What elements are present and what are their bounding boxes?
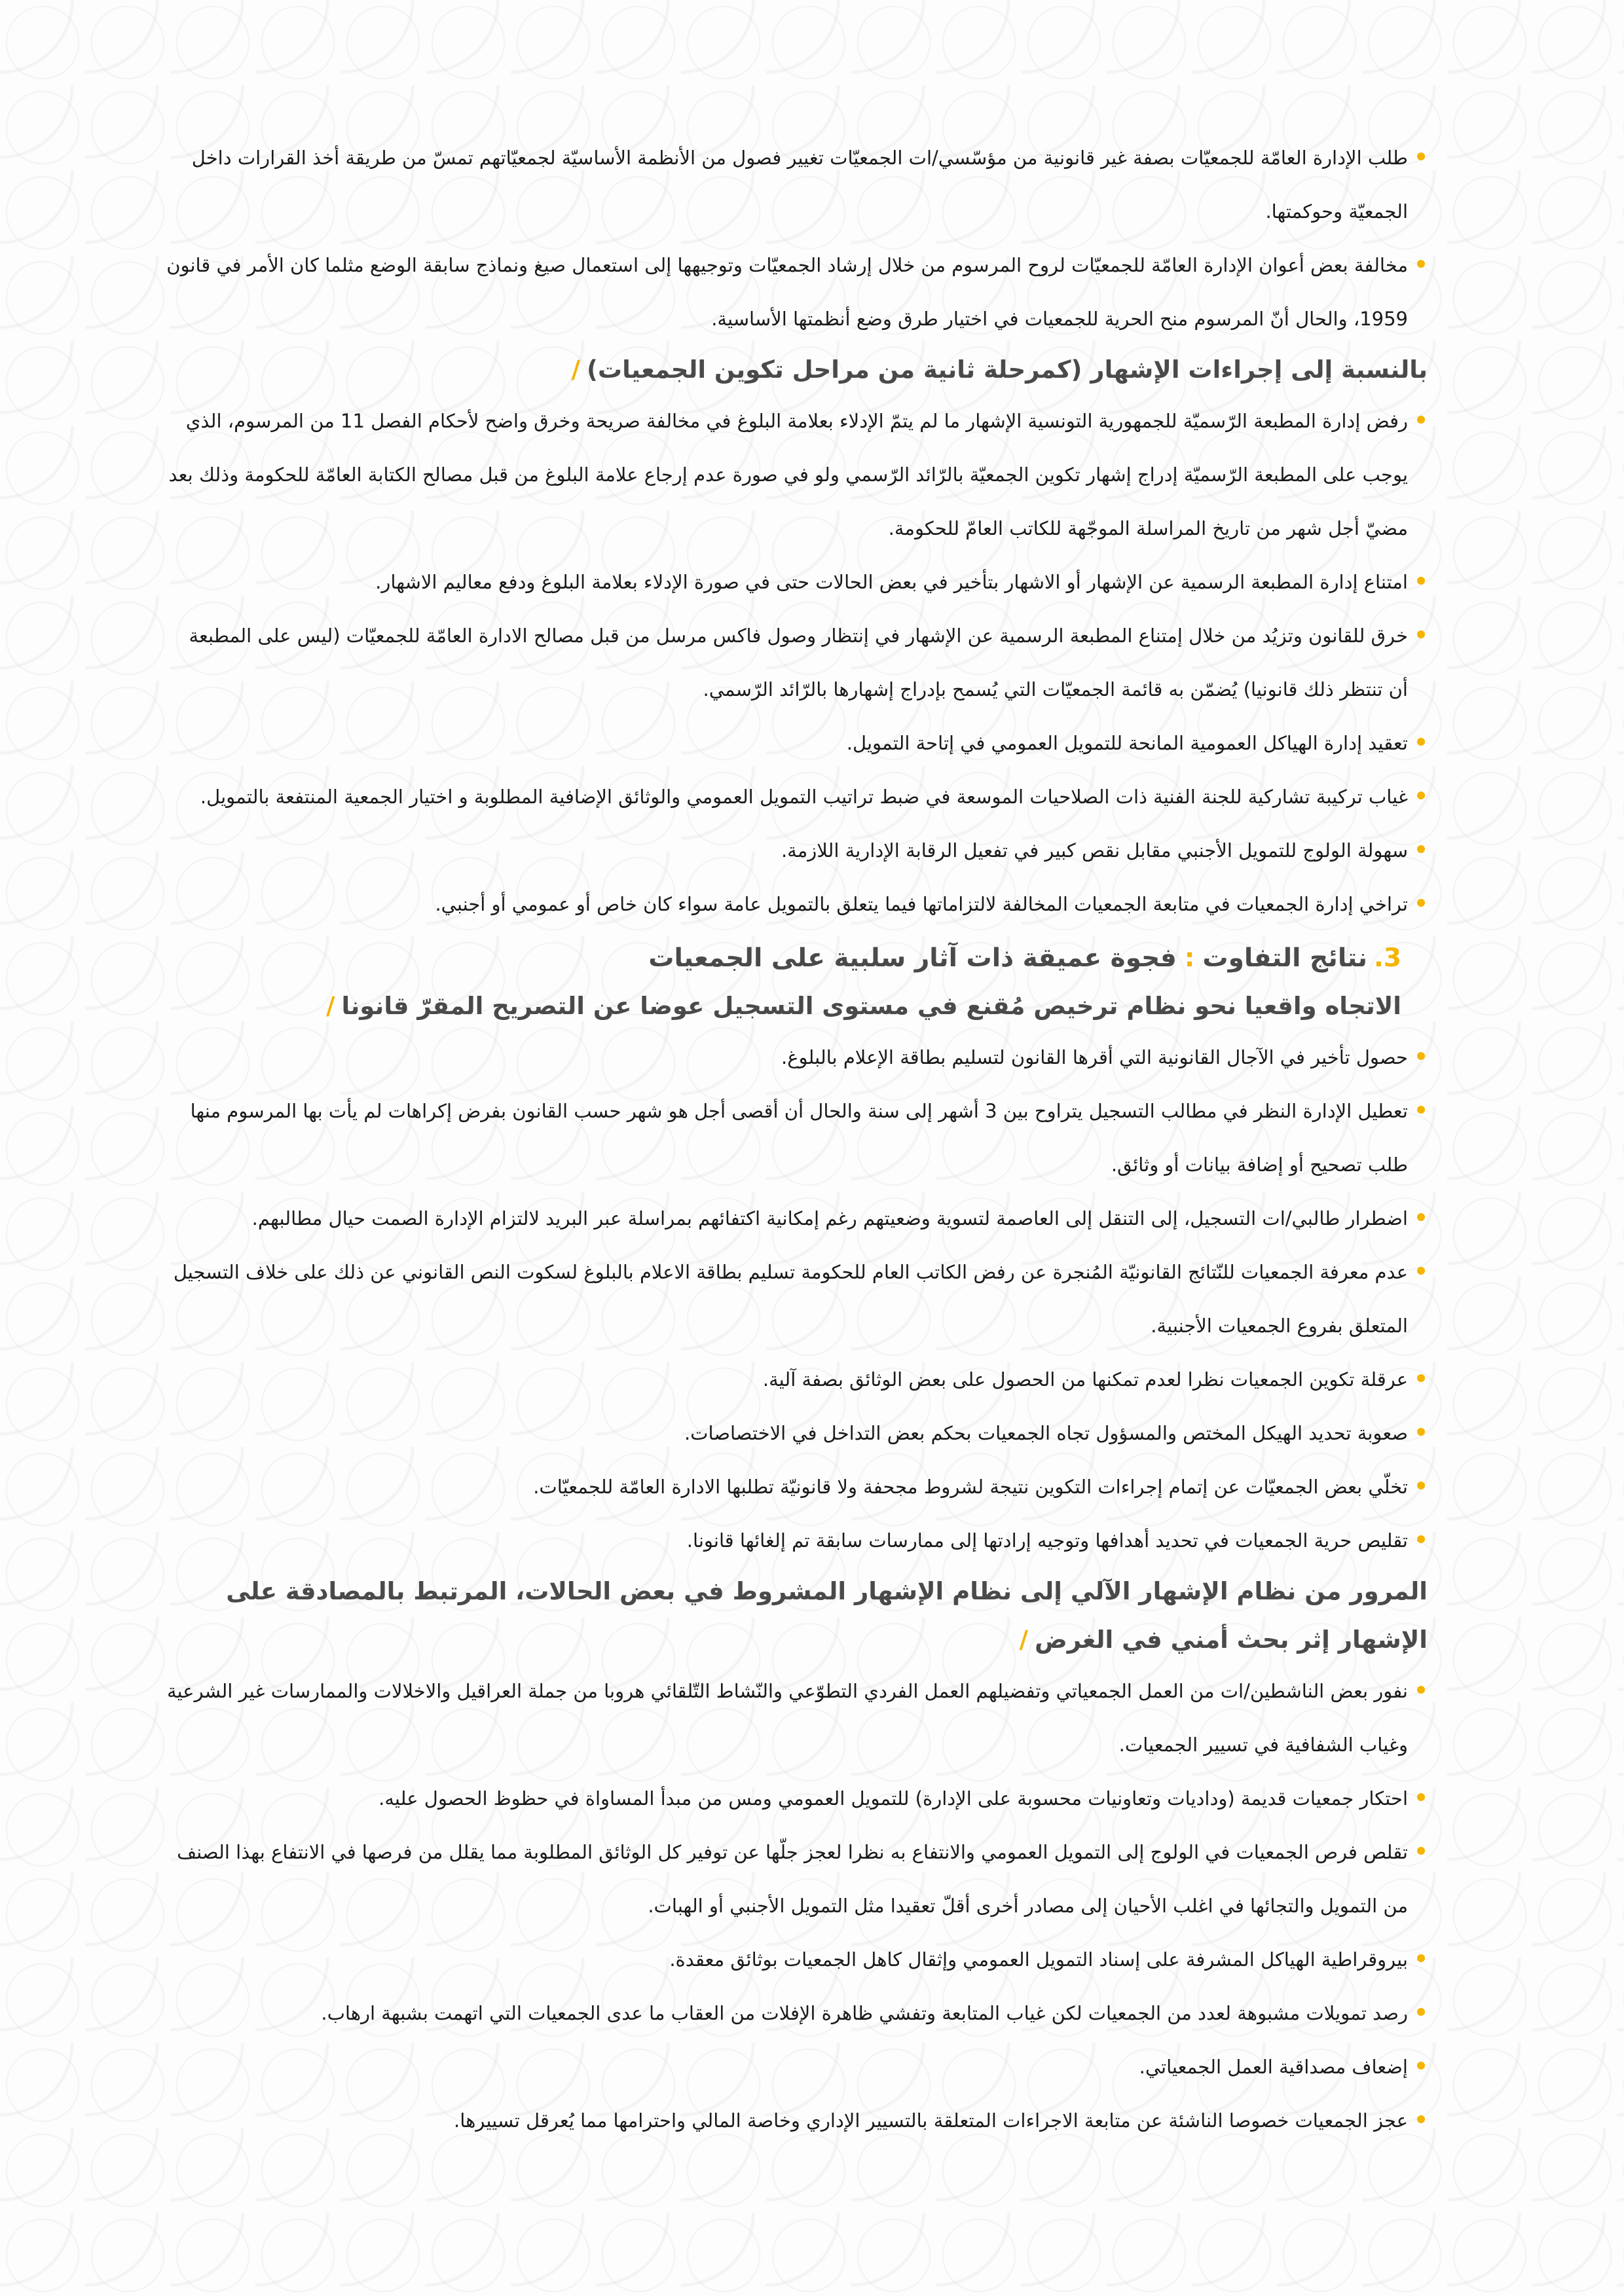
list-publication-issues — [164, 394, 1428, 931]
list-item: سهولة الولوج للتمويل الأجنبي مقابل نقص كبير في تفعيل الرقابة الإدارية اللازمة. — [164, 824, 1428, 877]
heading-text: بالنسبة إلى إجراءات الإشهار (كمرحلة ثانية من مراحل تكوين الجمعيات) — [587, 355, 1428, 384]
section-subtitle: فجوة عميقة ذات آثار سلبية على الجمعيات — [648, 943, 1177, 973]
list-item: امتناع إدارة المطبعة الرسمية عن الإشهار أو الاشهار بتأخير في بعض الحالات حتى في صورة الإدلاء بعلامة البلوغ ودفع معاليم الاشهار. — [164, 555, 1428, 609]
list-licensing-issues — [164, 1030, 1428, 1567]
list-item: عدم معرفة الجمعيات للنّتائج القانونيّة المُنجرة عن رفض الكاتب العام للحكومة تسليم بطاقة الاعلام بالبلوغ لسكوت النص القانوني عن ذلك على خلاف التسجيل المتعلق بفروع الجمعيات الأجنبية. — [164, 1245, 1428, 1353]
heading-text: الاتجاه واقعيا نحو نظام ترخيص مُقنع في مستوى التسجيل عوضا عن التصريح المقرّ قانونا — [341, 992, 1401, 1020]
list-item: عرقلة تكوين الجمعيات نظرا لعدم تمكنها من الحصول على بعض الوثائق بصفة آلية. — [164, 1353, 1428, 1406]
list-item: طلب الإدارة العامّة للجمعيّات بصفة غير قانونية من مؤسّسي/ات الجمعيّات تغيير فصول من الأنظمة الأساسيّة لجمعيّاتهم تمسّ من طريقة أخذ القرارات داخل الجمعيّة وحوكمتها. — [164, 131, 1428, 238]
list-item: صعوبة تحديد الهيكل المختص والمسؤول تجاه الجمعيات بحكم بعض التداخل في الاختصاصات. — [164, 1406, 1428, 1460]
section-number: 3. — [1374, 943, 1401, 973]
list-item: خرق للقانون وتزيُد من خلال إمتناع المطبعة الرسمية عن الإشهار في إنتظار وصول فاكس مرسل من قبل مصالح الادارة العامّة للجمعيّات (ليس على المطبعة أن تنتظر ذلك قانونيا) يُضمّن به قائمة الجمعيّات التي يُسمح بإدراج إشهارها بالرّائد الرّسمي. — [164, 609, 1428, 716]
heading-publication-procedures — [164, 346, 1428, 394]
heading-publication-transition — [164, 1567, 1428, 1664]
heading-slash: / — [325, 992, 335, 1020]
section-title: نتائج التفاوت — [1202, 943, 1368, 973]
list-item: تعقيد إدارة الهياكل العمومية المانحة للتمويل العمومي في إتاحة التمويل. — [164, 716, 1428, 770]
list-item: غياب تركيبة تشاركية للجنة الفنية ذات الصلاحيات الموسعة في ضبط تراتيب التمويل العمومي والوثائق الإضافية المطلوبة و اختيار الجمعية المنتفعة بالتمويل. — [164, 770, 1428, 824]
section-3-heading — [164, 935, 1428, 982]
list-item: حصول تأخير في الآجال القانونية التي أقرها القانون لتسليم بطاقة الإعلام بالبلوغ. — [164, 1030, 1428, 1084]
heading-slash: / — [1019, 1626, 1028, 1654]
list-transition-issues — [164, 1664, 1428, 2147]
list-item: مخالفة بعض أعوان الإدارة العامّة للجمعيّات لروح المرسوم من خلال إرشاد الجمعيّات وتوجيهها إلى استعمال صيغ ونماذج سابقة الوضع مثلما كان الأمر في قانون 1959، والحال أنّ المرسوم منح الحرية للجمعيات في اختيار طرق وضع أنظمتها الأساسية. — [164, 238, 1428, 346]
list-registration-issues — [164, 131, 1428, 346]
list-item: نفور بعض الناشطين/ات من العمل الجمعياتي وتفضيلهم العمل الفردي التطوّعي والنّشاط التّلقائي هروبا من جملة العراقيل والاخلالات والممارسات غير الشرعية وغياب الشفافية في تسيير الجمعيات. — [164, 1664, 1428, 1772]
list-item: رصد تمويلات مشبوهة لعدد من الجمعيات لكن غياب المتابعة وتفشي ظاهرة الإفلات من العقاب ما عدى الجمعيات التي اتهمت بشبهة ارهاب. — [164, 1986, 1428, 2040]
list-item: بيروقراطية الهياكل المشرفة على إسناد التمويل العمومي وإثقال كاهل الجمعيات بوثائق معقدة. — [164, 1933, 1428, 1986]
heading-licensing-trend — [164, 982, 1428, 1030]
list-item: عجز الجمعيات خصوصا الناشئة عن متابعة الاجراءات المتعلقة بالتسيير الإداري وخاصة المالي واحترامها مما يُعرقل تسييرها. — [164, 2094, 1428, 2147]
list-item: تراخي إدارة الجمعيات في متابعة الجمعيات المخالفة لالتزاماتها فيما يتعلق بالتمويل عامة سواء كان خاص أو عمومي أو أجنبي. — [164, 877, 1428, 931]
list-item: تعطيل الإدارة النظر في مطالب التسجيل يتراوح بين 3 أشهر إلى سنة والحال أن أقصى أجل هو شهر حسب القانون بفرض إكراهات لم يأت بها المرسوم منها طلب تصحيح أو إضافة بيانات أو وثائق. — [164, 1084, 1428, 1192]
page-content — [164, 131, 1428, 2147]
heading-text: المرور من نظام الإشهار الآلي إلى نظام الإشهار المشروط في بعض الحالات، المرتبط بالمصادقة على الإشهار إثر بحث أمني في الغرض — [226, 1577, 1428, 1654]
list-item: إضعاف مصداقية العمل الجمعياتي. — [164, 2040, 1428, 2094]
list-item: تقليص حرية الجمعيات في تحديد أهدافها وتوجيه إرادتها إلى ممارسات سابقة تم إلغائها قانونا. — [164, 1514, 1428, 1567]
list-item: احتكار جمعيات قديمة (وداديات وتعاونيات محسوبة على الإدارة) للتمويل العمومي ومس من مبدأ المساواة في حظوظ الحصول عليه. — [164, 1772, 1428, 1825]
heading-slash: / — [571, 355, 581, 384]
list-item: اضطرار طالبي/ات التسجيل، إلى التنقل إلى العاصمة لتسوية وضعيتهم رغم إمكانية اكتفائهم بمراسلة عبر البريد لالتزام الإدارة الصمت حيال مطالبهم. — [164, 1192, 1428, 1245]
list-item: تقلص فرص الجمعيات في الولوج إلى التمويل العمومي والانتفاع به نظرا لعجز جلّها عن توفير كل الوثائق المطلوبة مما يقلل من فرصها في الانتفاع بهذا الصنف من التمويل والتجائها في اغلب الأحيان إلى مصادر أخرى أقلّ تعقيدا مثل التمويل الأجنبي أو الهبات. — [164, 1825, 1428, 1933]
list-item: رفض إدارة المطبعة الرّسميّة للجمهورية التونسية الإشهار ما لم يتمّ الإدلاء بعلامة البلوغ في مخالفة صريحة وخرق واضح لأحكام الفصل 11 من المرسوم، الذي يوجب على المطبعة الرّسميّة إدراج إشهار تكوين الجمعيّة بالرّائد الرّسمي ولو في صورة عدم إرجاع علامة البلوغ من قبل مصالح الكتابة العامّة للحكومة وذلك بعد مضيّ أجل شهر من تاريخ المراسلة الموجّهة للكاتب العامّ للحكومة. — [164, 394, 1428, 555]
section-colon: : — [1184, 943, 1195, 973]
list-item: تخلّي بعض الجمعيّات عن إتمام إجراءات التكوين نتيجة لشروط مجحفة ولا قانونيّة تطلبها الادارة العامّة للجمعيّات. — [164, 1460, 1428, 1514]
